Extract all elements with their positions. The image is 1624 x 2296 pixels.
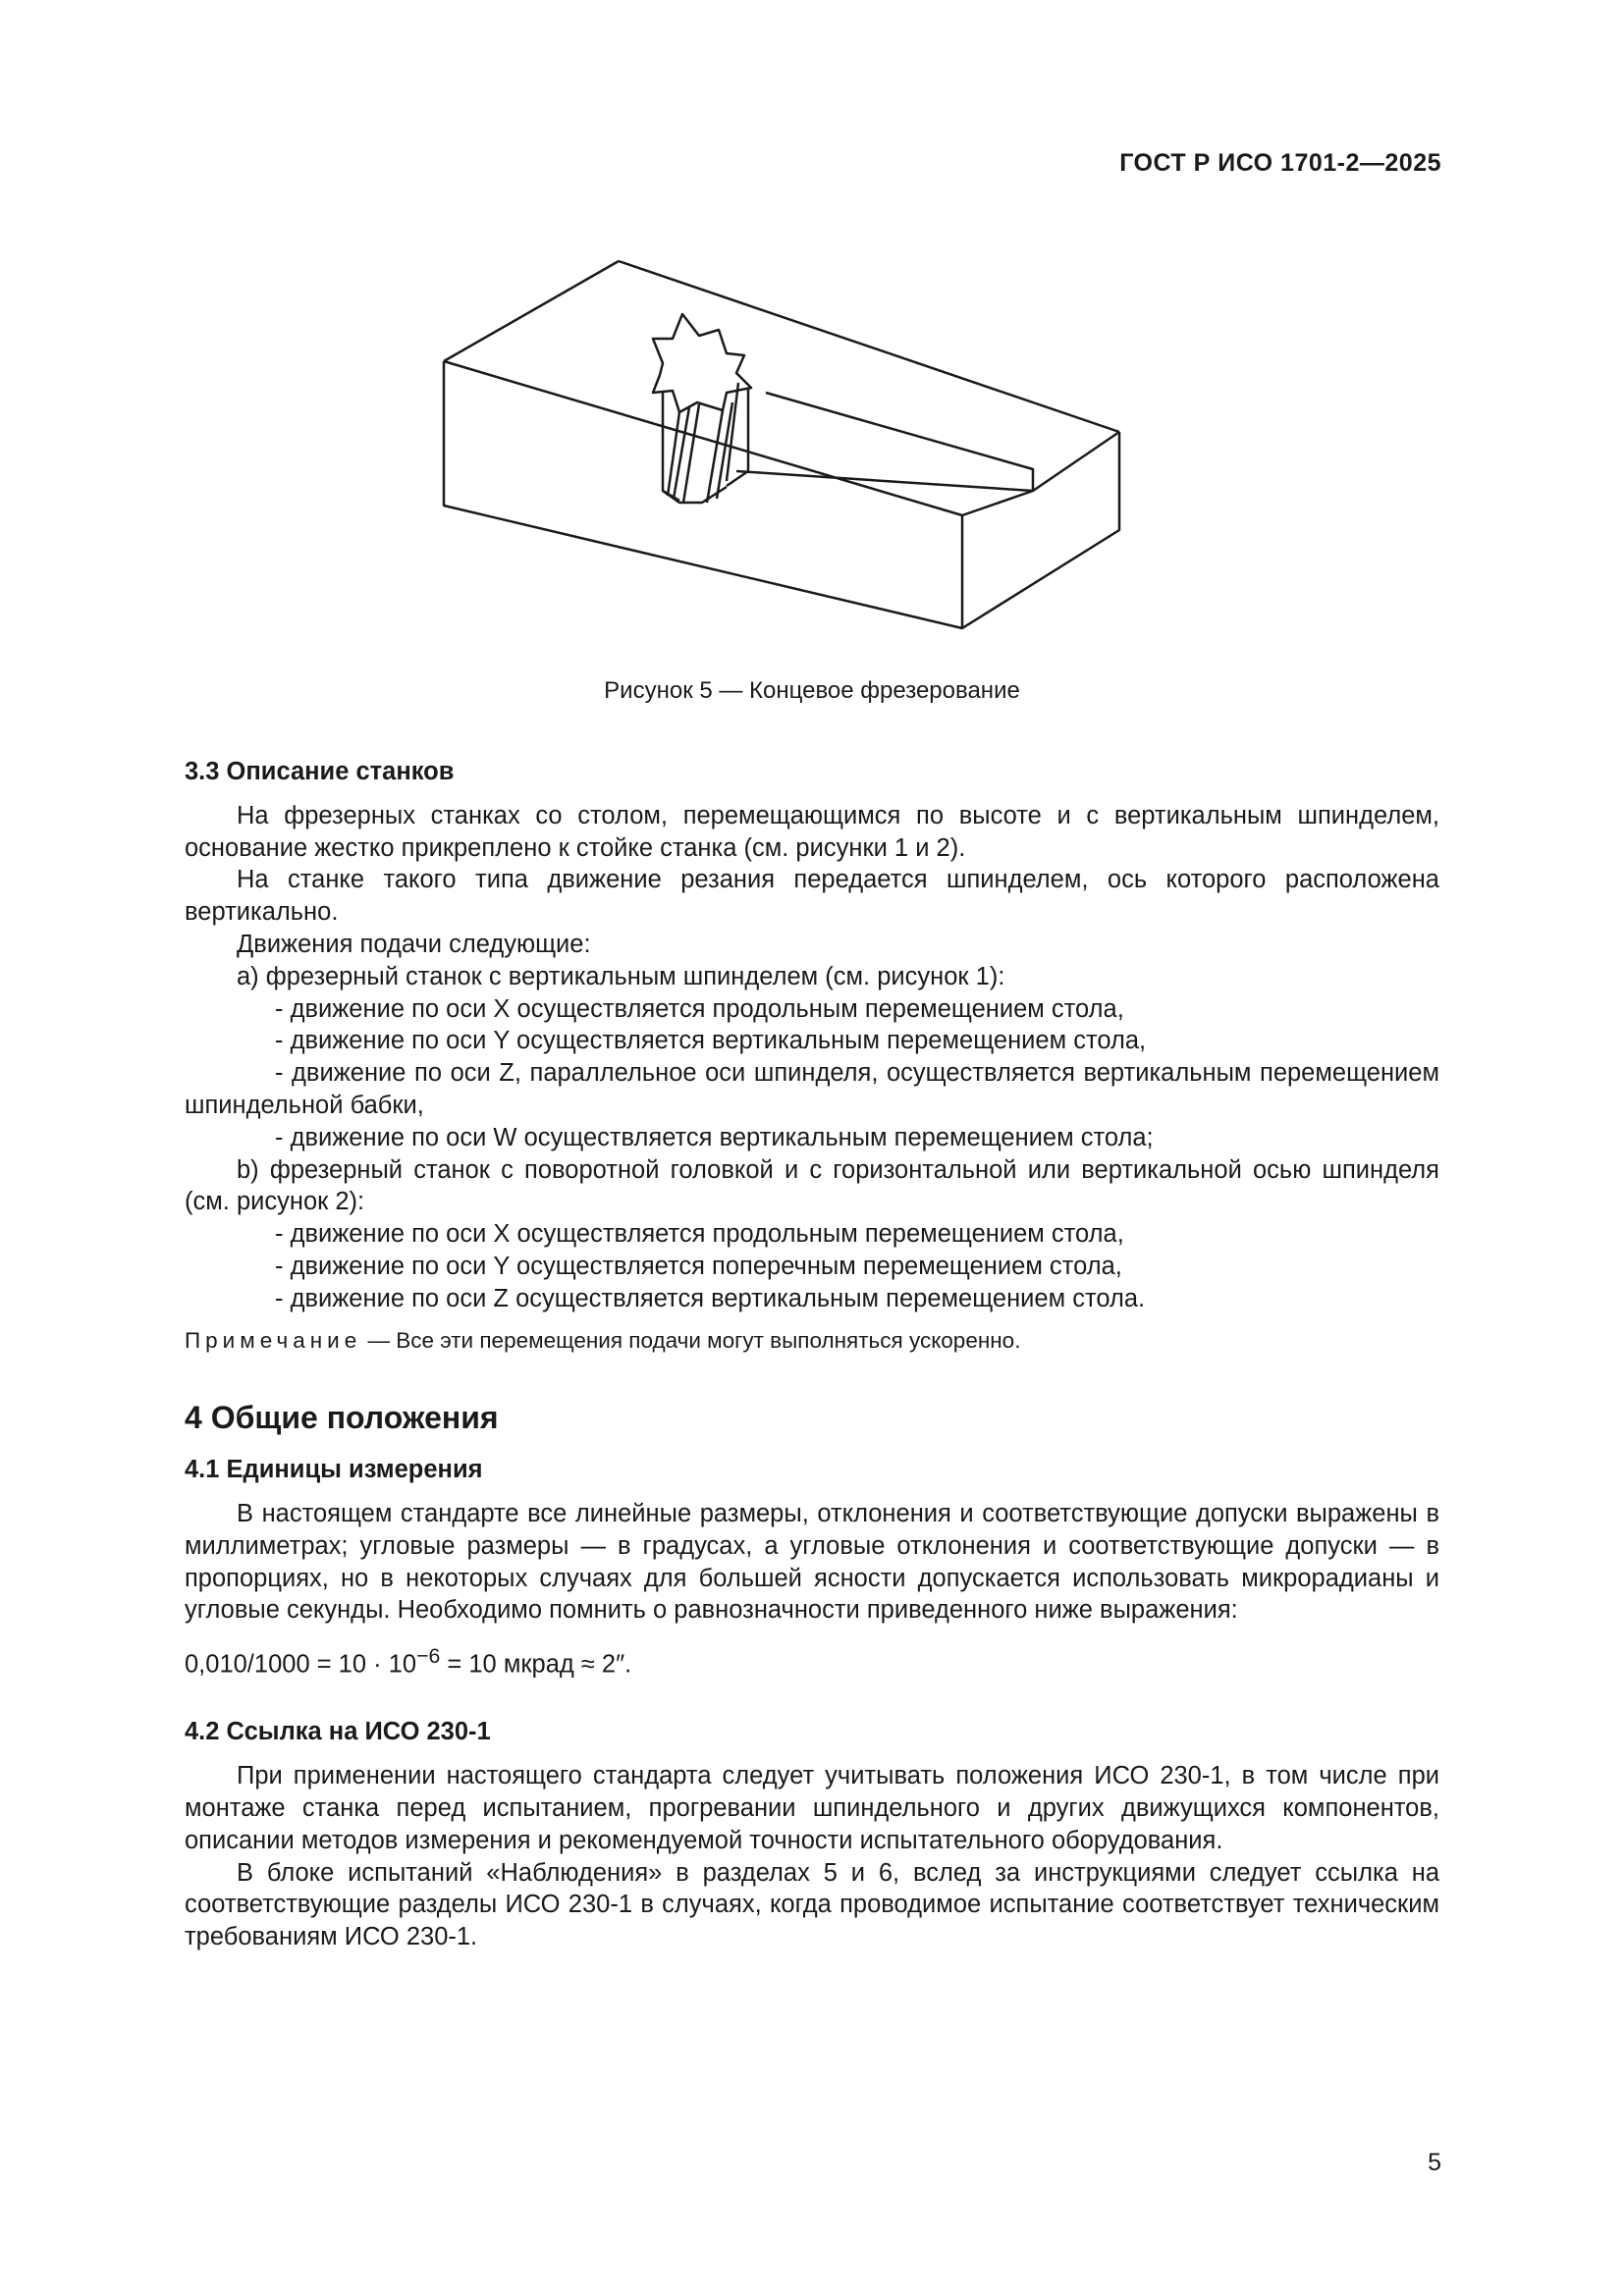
formula-exponent: −6 [416, 1644, 441, 1669]
list-item: - движение по оси Z осуществляется вертикальным перемещением стола. [275, 1284, 1146, 1312]
paragraph: В настоящем стандарте все линейные размеры, отклонения и соответствующие допуски выражены в миллиметрах; угловые размеры — в градусах, а угловые отклонения и соответствующие допуски — в пропорциях, но в некоторых случаях для большей ясности допускается использовать микрорадианы и угловые секунды. Необходимо помнить о равнозначности приведенного ниже выражения: [185, 1499, 1439, 1625]
figure-caption: Рисунок 5 — Концевое фрезерование [604, 677, 1020, 704]
list-item: - движение по оси Y осуществляется вертикальным перемещением стола, [275, 1027, 1147, 1055]
formula-right: = 10 мкрад ≈ 2″. [440, 1650, 632, 1679]
note-label: Примечание [185, 1327, 362, 1353]
formula [185, 1640, 1439, 1681]
list-item: - движение по оси X осуществляется продольным перемещением стола, [275, 994, 1124, 1023]
list-item-a: а) фрезерный станок с вертикальным шпинделем (см. рисунок 1): [237, 962, 1005, 990]
end-milling-figure [432, 245, 1139, 658]
list-item: - движение по оси X осуществляется продольным перемещением стола, [275, 1220, 1124, 1249]
section-title-4-1: 4.1 Единицы измерения [185, 1456, 483, 1484]
slot-side-edge [962, 491, 1033, 515]
block-top-back-edge [619, 261, 1119, 432]
note [185, 1325, 1439, 1358]
block-right-edge [962, 432, 1119, 628]
paragraph: На станке такого типа движение резания передается шпинделем, ось которого расположена вертикально. [185, 866, 1439, 927]
list-item: - движение по оси Y осуществляется поперечным перемещением стола, [275, 1252, 1122, 1280]
formula-left: 0,010/1000 = 10 · 10 [185, 1650, 417, 1679]
page-number: 5 [1428, 2149, 1441, 2176]
section-title-4: 4 Общие положения [185, 1400, 499, 1436]
document-id: ГОСТ Р ИСО 1701-2—2025 [1119, 149, 1441, 177]
list-item: - движение по оси W осуществляется вертикальным перемещением стола; [275, 1123, 1154, 1151]
slot-lower-edge [736, 471, 1033, 491]
block-front-face [444, 361, 962, 628]
list-item-b: b) фрезерный станок с поворотной головкой и с горизонтальной или вертикальной осью шпинделя (см. рисунок 2): [185, 1155, 1439, 1216]
section-title-4-2: 4.2 Ссылка на ИСО 230-1 [185, 1718, 491, 1746]
body-text [185, 756, 1439, 1953]
list-item: - движение по оси Z, параллельное оси шпинделя, осуществляется вертикальным перемещением шпиндельной бабки, [185, 1059, 1439, 1119]
section-title-3-3: 3.3 Описание станков [185, 758, 455, 785]
note-text: — Все эти перемещения подачи могут выполняться ускоренно. [361, 1327, 1021, 1353]
paragraph: На фрезерных станках со столом, перемещающимся по высоте и с вертикальным шпинделем, основание жестко прикреплено к стойке станка (см. рисунки 1 и 2). [185, 801, 1439, 862]
paragraph: В блоке испытаний «Наблюдения» в разделах 5 и 6, вслед за инструкциями следует ссылка на соответствующие разделы ИСО 230-1 в случаях, когда проводимое испытание соответствует техническим требованиям ИСО 230-1. [185, 1858, 1439, 1951]
block-top-left-edge [444, 261, 619, 361]
paragraph: При применении настоящего стандарта следует учитывать положения ИСО 230-1, в том числе при монтаже станка перед испытанием, прогревании шпиндельного и других движущихся компонентов, описании методов измерения и рекомендуемой точности испытательного оборудования. [185, 1762, 1439, 1854]
paragraph: Движения подачи следующие: [237, 930, 591, 958]
